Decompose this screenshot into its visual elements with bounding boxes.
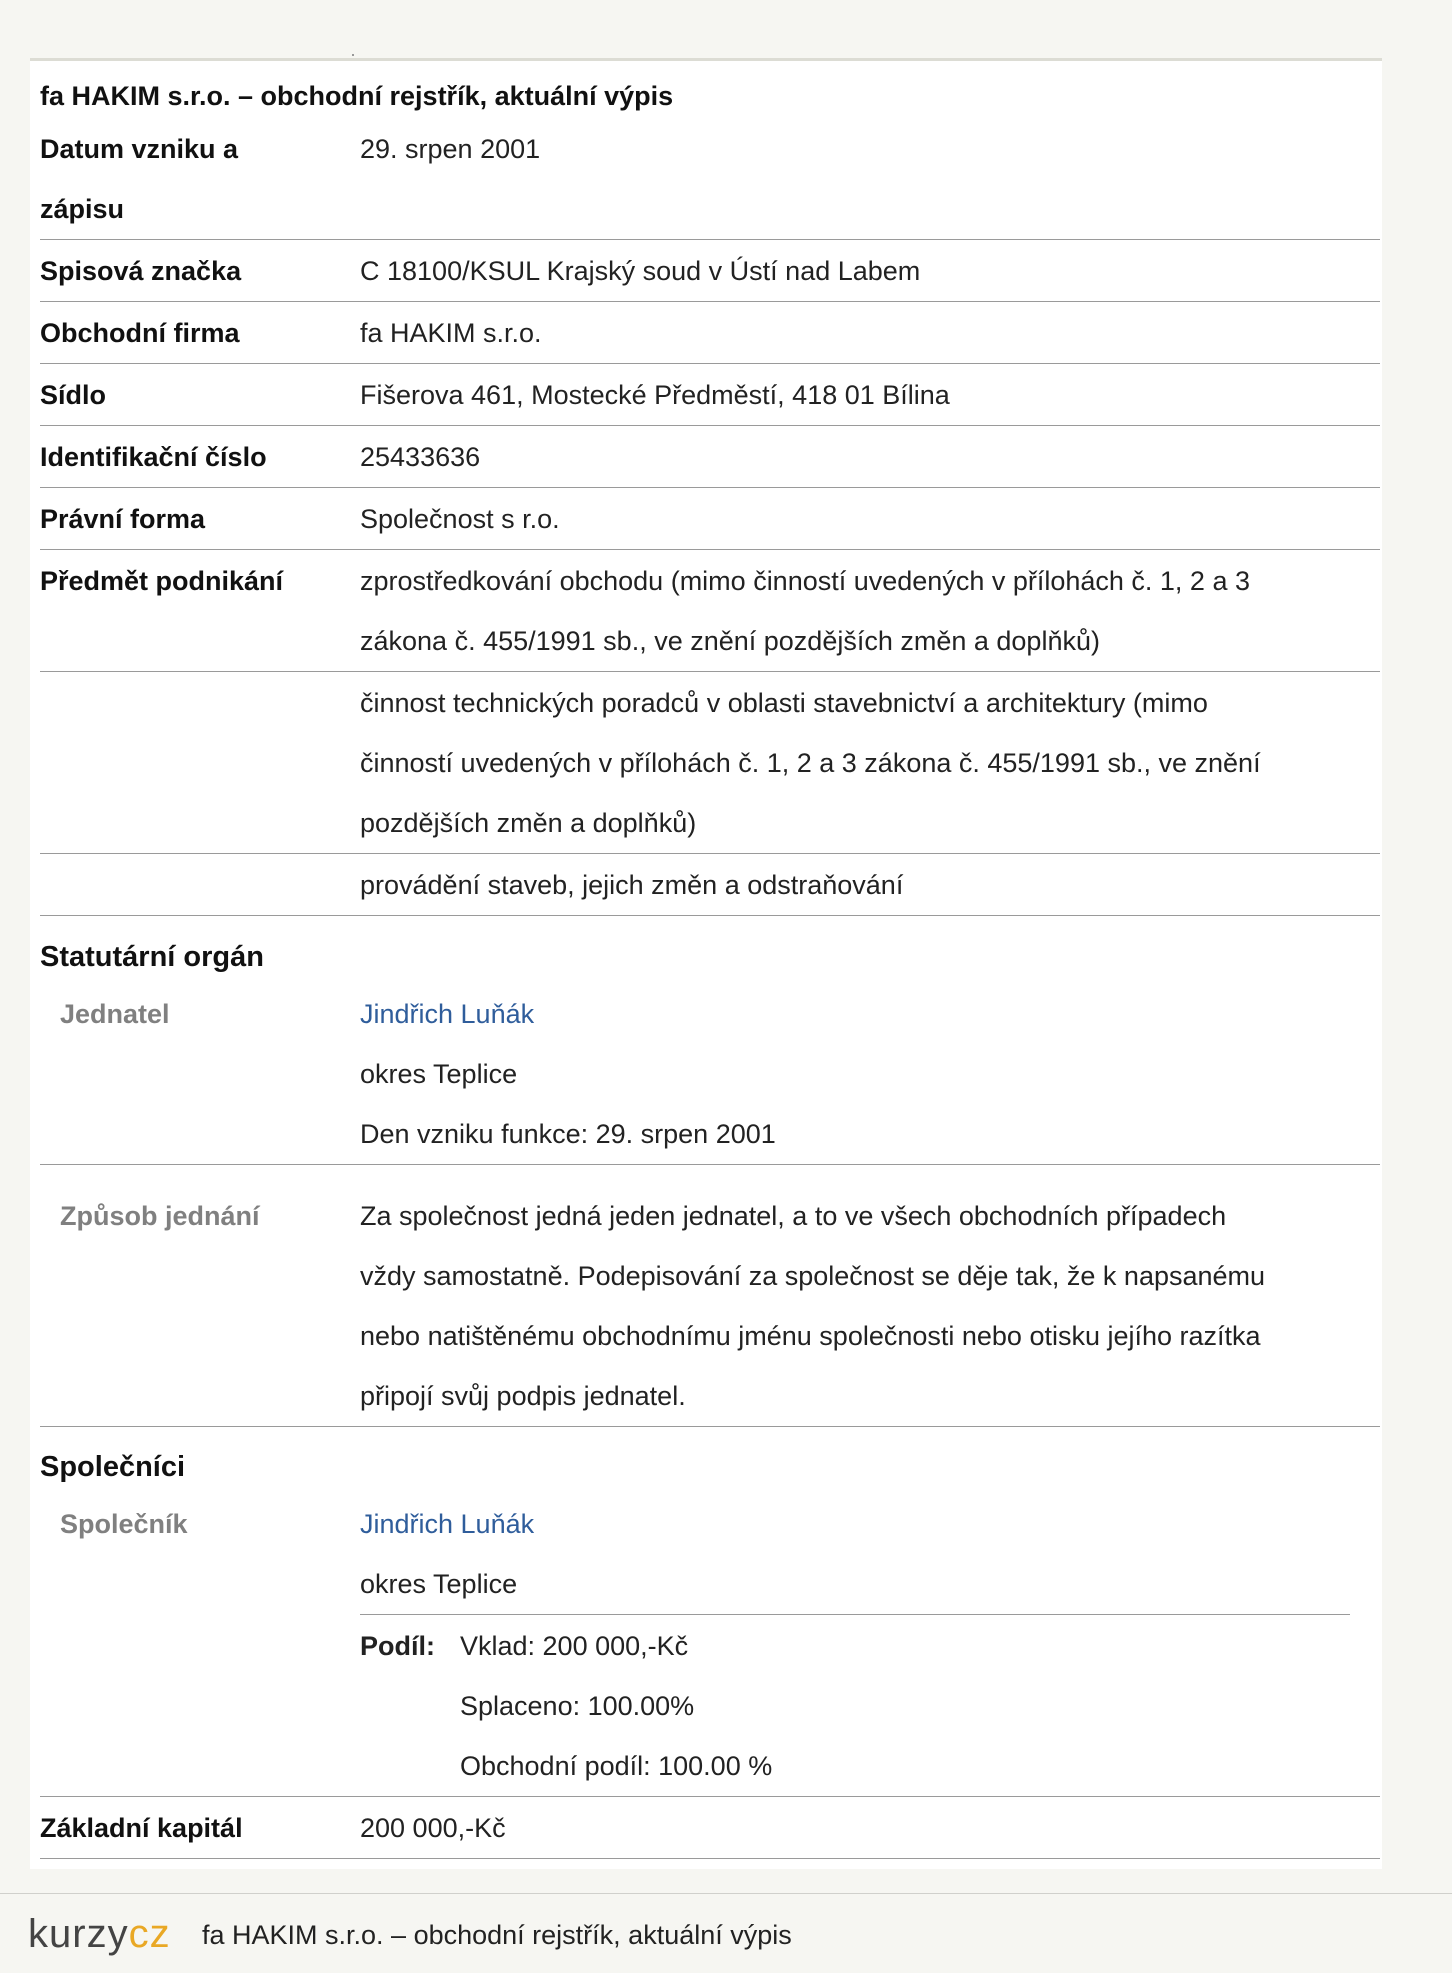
row-zakladni-kapital	[40, 1798, 1380, 1859]
page-title: fa HAKIM s.r.o. – obchodní rejstřík, aktuální výpis	[40, 81, 674, 111]
podil-splaceno: Splaceno: 100.00%	[460, 1691, 695, 1721]
row-predmet-podnikani-1	[40, 551, 1380, 672]
value-line: Za společnost jedná jeden jednatel, a to ve všech obchodních případech	[360, 1201, 1227, 1231]
row-value	[360, 1494, 1370, 1614]
row-value: Společnost s r.o.	[360, 504, 560, 534]
section-heading-spolecnici: Společníci	[40, 1451, 186, 1483]
row-value	[360, 1186, 1370, 1426]
row-label: Předmět podnikání	[40, 566, 284, 596]
value-line: zprostředkování obchodu (mimo činností uvedených v přílohách č. 1, 2 a 3	[360, 566, 1250, 596]
value-line: zákona č. 455/1991 sb., ve znění pozdějších změn a doplňků)	[360, 626, 1100, 656]
row-value: provádění staveb, jejich změn a odstraňování	[360, 870, 904, 900]
row-sidlo	[40, 365, 1380, 426]
value-line: okres Teplice	[360, 1569, 518, 1599]
spolecnik-name-link[interactable]: Jindřich Luňák	[360, 1509, 535, 1539]
row-value: 29. srpen 2001	[360, 134, 541, 164]
row-label: Obchodní firma	[40, 318, 240, 348]
section-heading-statutarni-organ: Statutární orgán	[40, 941, 264, 973]
row-value: fa HAKIM s.r.o.	[360, 318, 542, 348]
row-value: 25433636	[360, 442, 481, 472]
row-jednatel	[40, 984, 1380, 1165]
row-datum-vzniku	[40, 119, 1380, 240]
podil-vklad: Vklad: 200 000,-Kč	[460, 1631, 689, 1661]
row-label: Způsob jednání	[60, 1201, 260, 1231]
registry-extract-card	[30, 58, 1382, 1869]
row-value: 200 000,-Kč	[360, 1813, 506, 1843]
row-predmet-podnikani-2	[40, 673, 1380, 854]
row-value	[360, 984, 1370, 1164]
row-predmet-podnikani-3	[40, 855, 1380, 916]
row-value: C 18100/KSUL Krajský soud v Ústí nad Labem	[360, 256, 921, 286]
row-podil	[40, 1616, 1380, 1797]
label-line: Datum vzniku a	[40, 134, 239, 164]
row-spolecnik	[40, 1494, 1380, 1614]
podil-values	[460, 1616, 1160, 1796]
label-line: zápisu	[40, 194, 125, 224]
jednatel-name-link[interactable]: Jindřich Luňák	[360, 999, 535, 1029]
row-value	[360, 551, 1370, 671]
row-label: Identifikační číslo	[40, 442, 267, 472]
row-label: Společník	[60, 1509, 188, 1539]
row-label: Právní forma	[40, 504, 206, 534]
footer-title: fa HAKIM s.r.o. – obchodní rejstřík, aktuální výpis	[202, 1920, 792, 1950]
value-line: nebo natištěnému obchodnímu jménu společnosti nebo otisku jejího razítka	[360, 1321, 1261, 1351]
value-line: připojí svůj podpis jednatel.	[360, 1381, 686, 1411]
row-label: Základní kapitál	[40, 1813, 243, 1843]
podil-obchodni: Obchodní podíl: 100.00 %	[460, 1751, 773, 1781]
value-line: činností uvedených v přílohách č. 1, 2 a 3 zákona č. 455/1991 sb., ve znění	[360, 748, 1261, 778]
kurzy-logo[interactable]	[28, 1912, 171, 1956]
value-line: činnost technických poradců v oblasti stavebnictví a architektury (mimo	[360, 688, 1208, 718]
row-label: Jednatel	[60, 999, 170, 1029]
row-label: Spisová značka	[40, 256, 242, 286]
row-value	[360, 673, 1370, 853]
footer	[0, 1893, 1452, 1973]
logo-text-part1: kurzy	[28, 1912, 129, 1956]
row-spisova-znacka	[40, 241, 1380, 302]
row-obchodni-firma	[40, 303, 1380, 364]
decorative-dot	[352, 54, 354, 56]
row-label	[40, 119, 340, 239]
podil-label: Podíl:	[360, 1631, 435, 1661]
row-identifikacni-cislo	[40, 427, 1380, 488]
value-line: pozdějších změn a doplňků)	[360, 808, 697, 838]
row-pravni-forma	[40, 489, 1380, 550]
logo-text-part2: cz	[128, 1912, 171, 1956]
value-line: vždy samostatně. Podepisování za společnost se děje tak, že k napsanému	[360, 1261, 1266, 1291]
row-label: Sídlo	[40, 380, 106, 410]
podil-divider	[360, 1614, 1350, 1615]
row-value: Fišerova 461, Mostecké Předměstí, 418 01 Bílina	[360, 380, 950, 410]
value-line: okres Teplice	[360, 1059, 518, 1089]
value-line: Den vzniku funkce: 29. srpen 2001	[360, 1119, 776, 1149]
row-zpusob-jednani	[40, 1186, 1380, 1427]
